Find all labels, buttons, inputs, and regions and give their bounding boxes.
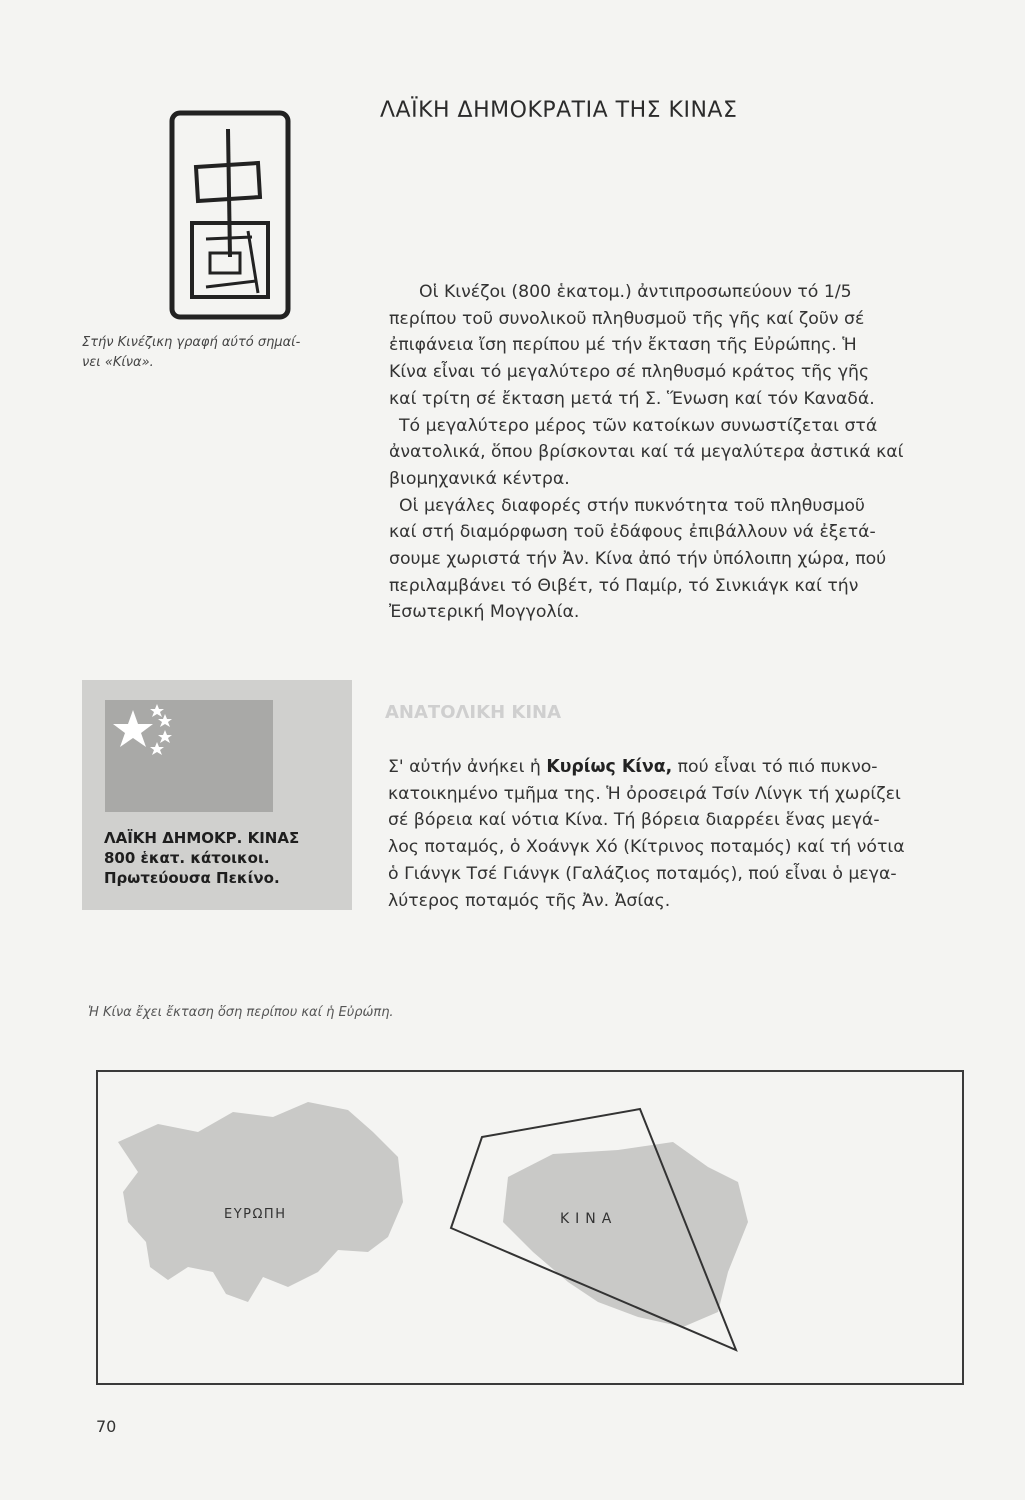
europe-shape [118, 1102, 403, 1302]
text-line: Οἱ Κινέζοι (800 ἑκατομ.) ἀντιπροσωπεύουν τό 1/5 [419, 282, 852, 302]
text-line: ἐπιφάνεια ἴση περίπου μέ τήν ἔκταση τῆς Εὐρώπης. Ἡ [389, 335, 857, 356]
europe-label: ΕΥΡΩΠΗ [224, 1207, 287, 1222]
map-caption: Ἡ Κίνα ἔχει ἔκταση ὅση περίπου καί ἡ Εὐρώπη. [88, 1005, 394, 1020]
text-line: ἀνατολικά, ὅπου βρίσκονται καί τά μεγαλύτερα ἀστικά καί [389, 442, 904, 463]
intro-paragraph [389, 279, 969, 626]
comparison-map [96, 1070, 964, 1385]
text-line: λος ποταμός, ὁ Χοάνγκ Χό (Κίτρινος ποταμός) καί τή νότια [388, 837, 905, 858]
section-heading: ΑΝΑΤΟΛΙΚΗ ΚΙΝΑ [385, 702, 562, 723]
capital: Πρωτεύουσα Πεκίνο. [104, 869, 280, 887]
population: 800 ἑκατ. κάτοικοι. [104, 849, 270, 867]
text-line: Τό μεγαλύτερο μέρος τῶν κατοίκων συνωστίζεται στά [399, 415, 878, 436]
chinese-characters-seal-icon [162, 105, 298, 327]
page-title: ΛΑΪΚΗ ΔΗΜΟΚΡΑΤΙΑ ΤΗΣ ΚΙΝΑΣ [380, 98, 738, 123]
text-line: Οἱ μεγάλες διαφορές στήν πυκνότητα τοῦ πληθυσμοῦ [399, 495, 865, 516]
text-segment: πού εἶναι τό πιό πυκνο- [672, 757, 878, 777]
text-line [388, 754, 968, 781]
text-line: Ἐσωτερική Μογγολία. [389, 602, 580, 623]
text-line: καί στή διαμόρφωση τοῦ ἐδάφους ἐπιβάλλουν νά ἐξετά- [389, 522, 876, 543]
page-number: 70 [96, 1417, 117, 1436]
text-line: λύτερος ποταμός τῆς Ἀν. Ἀσίας. [388, 890, 671, 911]
text-line: ὁ Γιάνγκ Τσέ Γιάνγκ (Γαλάζιος ποταμός), πού εἶναι ὁ μεγα- [388, 863, 897, 884]
keyword-bold: Κυρίως Κίνα, [546, 757, 673, 777]
country-name: ΛΑΪΚΗ ΔΗΜΟΚΡ. ΚΙΝΑΣ [104, 829, 300, 847]
map-drawing [98, 1072, 962, 1383]
text-line: βιομηχανικά κέντρα. [389, 468, 570, 489]
text-line: κατοικημένο τμῆμα της. Ἡ ὀροσειρά Τσίν Λίνγκ τή χωρίζει [388, 783, 901, 804]
text-line: καί τρίτη σέ ἔκταση μετά τή Σ. Ἕνωση καί τόν Καναδά. [389, 388, 875, 409]
text-segment: Σ' αὐτήν ἀνήκει ἡ [388, 757, 547, 777]
text-line: σέ βόρεια καί νότια Κίνα. Τή βόρεια διαρρέει ἕνας μεγά- [388, 810, 880, 831]
section-paragraph [388, 754, 968, 914]
china-shape [503, 1142, 748, 1327]
text-line: περίπου τοῦ συνολικοῦ πληθυσμοῦ τῆς γῆς καί ζοῦν σέ [389, 308, 865, 329]
seal-caption-line: νει «Κίνα». [82, 355, 154, 370]
text-line: περιλαμβάνει τό Θιβέτ, τό Παμίρ, τό Σινκιάγκ καί τήν [389, 575, 859, 596]
china-label: ΚΙΝΑ [560, 1211, 618, 1227]
china-flag-icon [105, 700, 273, 812]
seal-caption [82, 333, 382, 373]
text-line: Κίνα εἶναι τό μεγαλύτερο σέ πληθυσμό κράτος τῆς γῆς [389, 362, 870, 383]
seal-caption-line: Στήν Κινέζικη γραφή αύτό σημαί- [82, 335, 301, 350]
country-info-text [104, 828, 344, 888]
text-line: σουμε χωριστά τήν Ἀν. Κίνα ἀπό τήν ὑπόλοιπη χώρα, πού [389, 549, 887, 570]
